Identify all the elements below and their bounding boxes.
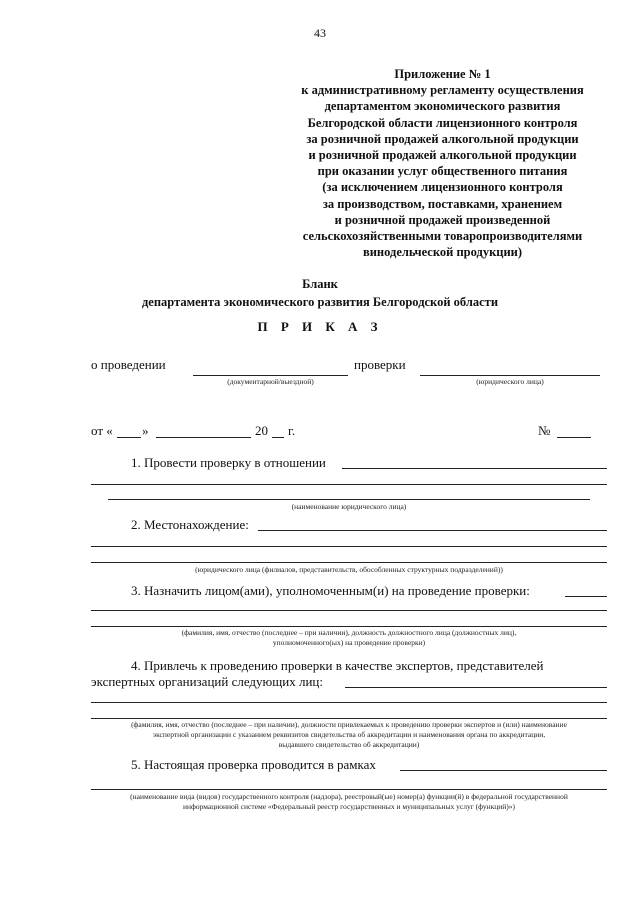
- date-suffix: г.: [288, 423, 296, 438]
- annex-line: винодельческой продукции): [362, 245, 523, 260]
- annex-line: сельскохозяйственными товаропроизводителями: [302, 229, 583, 244]
- item-2-text: 2. Местонахождение:: [131, 517, 249, 532]
- item-1-field-line[interactable]: [91, 484, 607, 485]
- annex-line: Белгородской области лицензионного контроля: [307, 115, 578, 130]
- annex-title: Приложение № 1: [394, 67, 491, 81]
- annex-line: к административному регламенту осуществления: [301, 83, 584, 98]
- item-4-caption-line: экспертной организации с указанием реквизитов свидетельства об аккредитации и наименования органа по аккредитации,: [152, 730, 546, 739]
- item-5-field[interactable]: [400, 770, 607, 771]
- item-1-field-line[interactable]: [108, 499, 590, 500]
- item-3-caption-line: уполномоченного(ых) на проведение проверки): [272, 638, 426, 647]
- annex-line: и розничной продажей произведенной: [334, 212, 551, 227]
- item-2-caption: (юридического лица (филиалов, представительств, обособленных структурных подразделений)): [195, 565, 503, 574]
- item-3-field[interactable]: [565, 596, 607, 597]
- item-3-caption: [91, 628, 607, 648]
- item-4-field-line[interactable]: [91, 702, 607, 703]
- annex-header: [250, 66, 635, 260]
- entity-type-caption: (юридического лица): [476, 377, 544, 386]
- item-5-caption: [91, 792, 607, 812]
- date-day-field[interactable]: [117, 437, 141, 438]
- annex-line: департаментом экономического развития: [324, 99, 561, 114]
- date-prefix: от «: [91, 423, 113, 438]
- item-1-text: 1. Провести проверку в отношении: [131, 455, 326, 470]
- check-label: проверки: [354, 357, 406, 372]
- date-mid: »: [142, 423, 149, 438]
- blank-label: Бланк: [302, 277, 338, 291]
- page-number: 43: [314, 26, 326, 40]
- annex-line: за производством, поставками, хранением: [322, 196, 563, 211]
- item-2-field-line[interactable]: [91, 546, 607, 547]
- annex-line: (за исключением лицензионного контроля: [322, 180, 563, 195]
- department-name: департамента экономического развития Белгородской области: [141, 294, 499, 309]
- item-2-field[interactable]: [258, 530, 607, 531]
- item-4-caption-line: выдавшего свидетельство об аккредитации): [278, 740, 420, 749]
- item-5-field-line[interactable]: [91, 789, 607, 790]
- item-5-caption-line: (наименование вида (видов) государственного контроля (надзора), реестровый(ые) номер(а) функции(й) в федеральной государственной: [130, 792, 568, 801]
- date-year-prefix: 20: [255, 423, 268, 438]
- order-number-field[interactable]: [557, 437, 591, 438]
- item-3-field-line[interactable]: [91, 610, 607, 611]
- item-2-field-line[interactable]: [91, 562, 607, 563]
- item-5-text: 5. Настоящая проверка проводится в рамках: [131, 757, 376, 772]
- item-3-field-line[interactable]: [91, 626, 607, 627]
- form-header: [0, 276, 640, 311]
- entity-type-field[interactable]: [420, 375, 600, 376]
- inspection-type-caption: (документарной/выездной): [227, 377, 314, 386]
- item-4-caption: [91, 720, 607, 750]
- item-3-caption-line: (фамилия, имя, отчество (последнее – при наличии), должность должностного лица (должностных лиц),: [181, 628, 517, 637]
- item-4-field-line[interactable]: [91, 718, 607, 719]
- item-1-field[interactable]: [342, 468, 607, 469]
- item-5-caption-line: информационной системе «Федеральный реестр государственных и муниципальных услуг (функций)»): [182, 802, 516, 811]
- inspection-type-field[interactable]: [193, 375, 348, 376]
- date-year-field[interactable]: [272, 437, 284, 438]
- item-4-text: 4. Привлечь к проведению проверки в качестве экспертов, представителей: [131, 658, 544, 673]
- item-4-text-cont: экспертных организаций следующих лиц:: [91, 674, 323, 689]
- annex-line: и розничной продажей алкогольной продукции: [308, 148, 577, 163]
- number-label: №: [538, 423, 551, 438]
- item-1-caption: (наименование юридического лица): [291, 502, 407, 511]
- annex-line: при оказании услуг общественного питания: [317, 164, 568, 179]
- item-4-caption-line: (фамилия, имя, отчество (последнее – при наличии), должности привлекаемых к проведению проверки экспертов и (или) наименование: [131, 720, 567, 729]
- document-title: П Р И К А З: [257, 319, 383, 334]
- item-4-field[interactable]: [345, 687, 607, 688]
- item-3-text: 3. Назначить лицом(ами), уполномоченным(и) на проведение проверки:: [131, 583, 530, 598]
- annex-line: за розничной продажей алкогольной продукции: [306, 131, 579, 146]
- about-label: о проведении: [91, 357, 166, 372]
- date-month-field[interactable]: [156, 437, 251, 438]
